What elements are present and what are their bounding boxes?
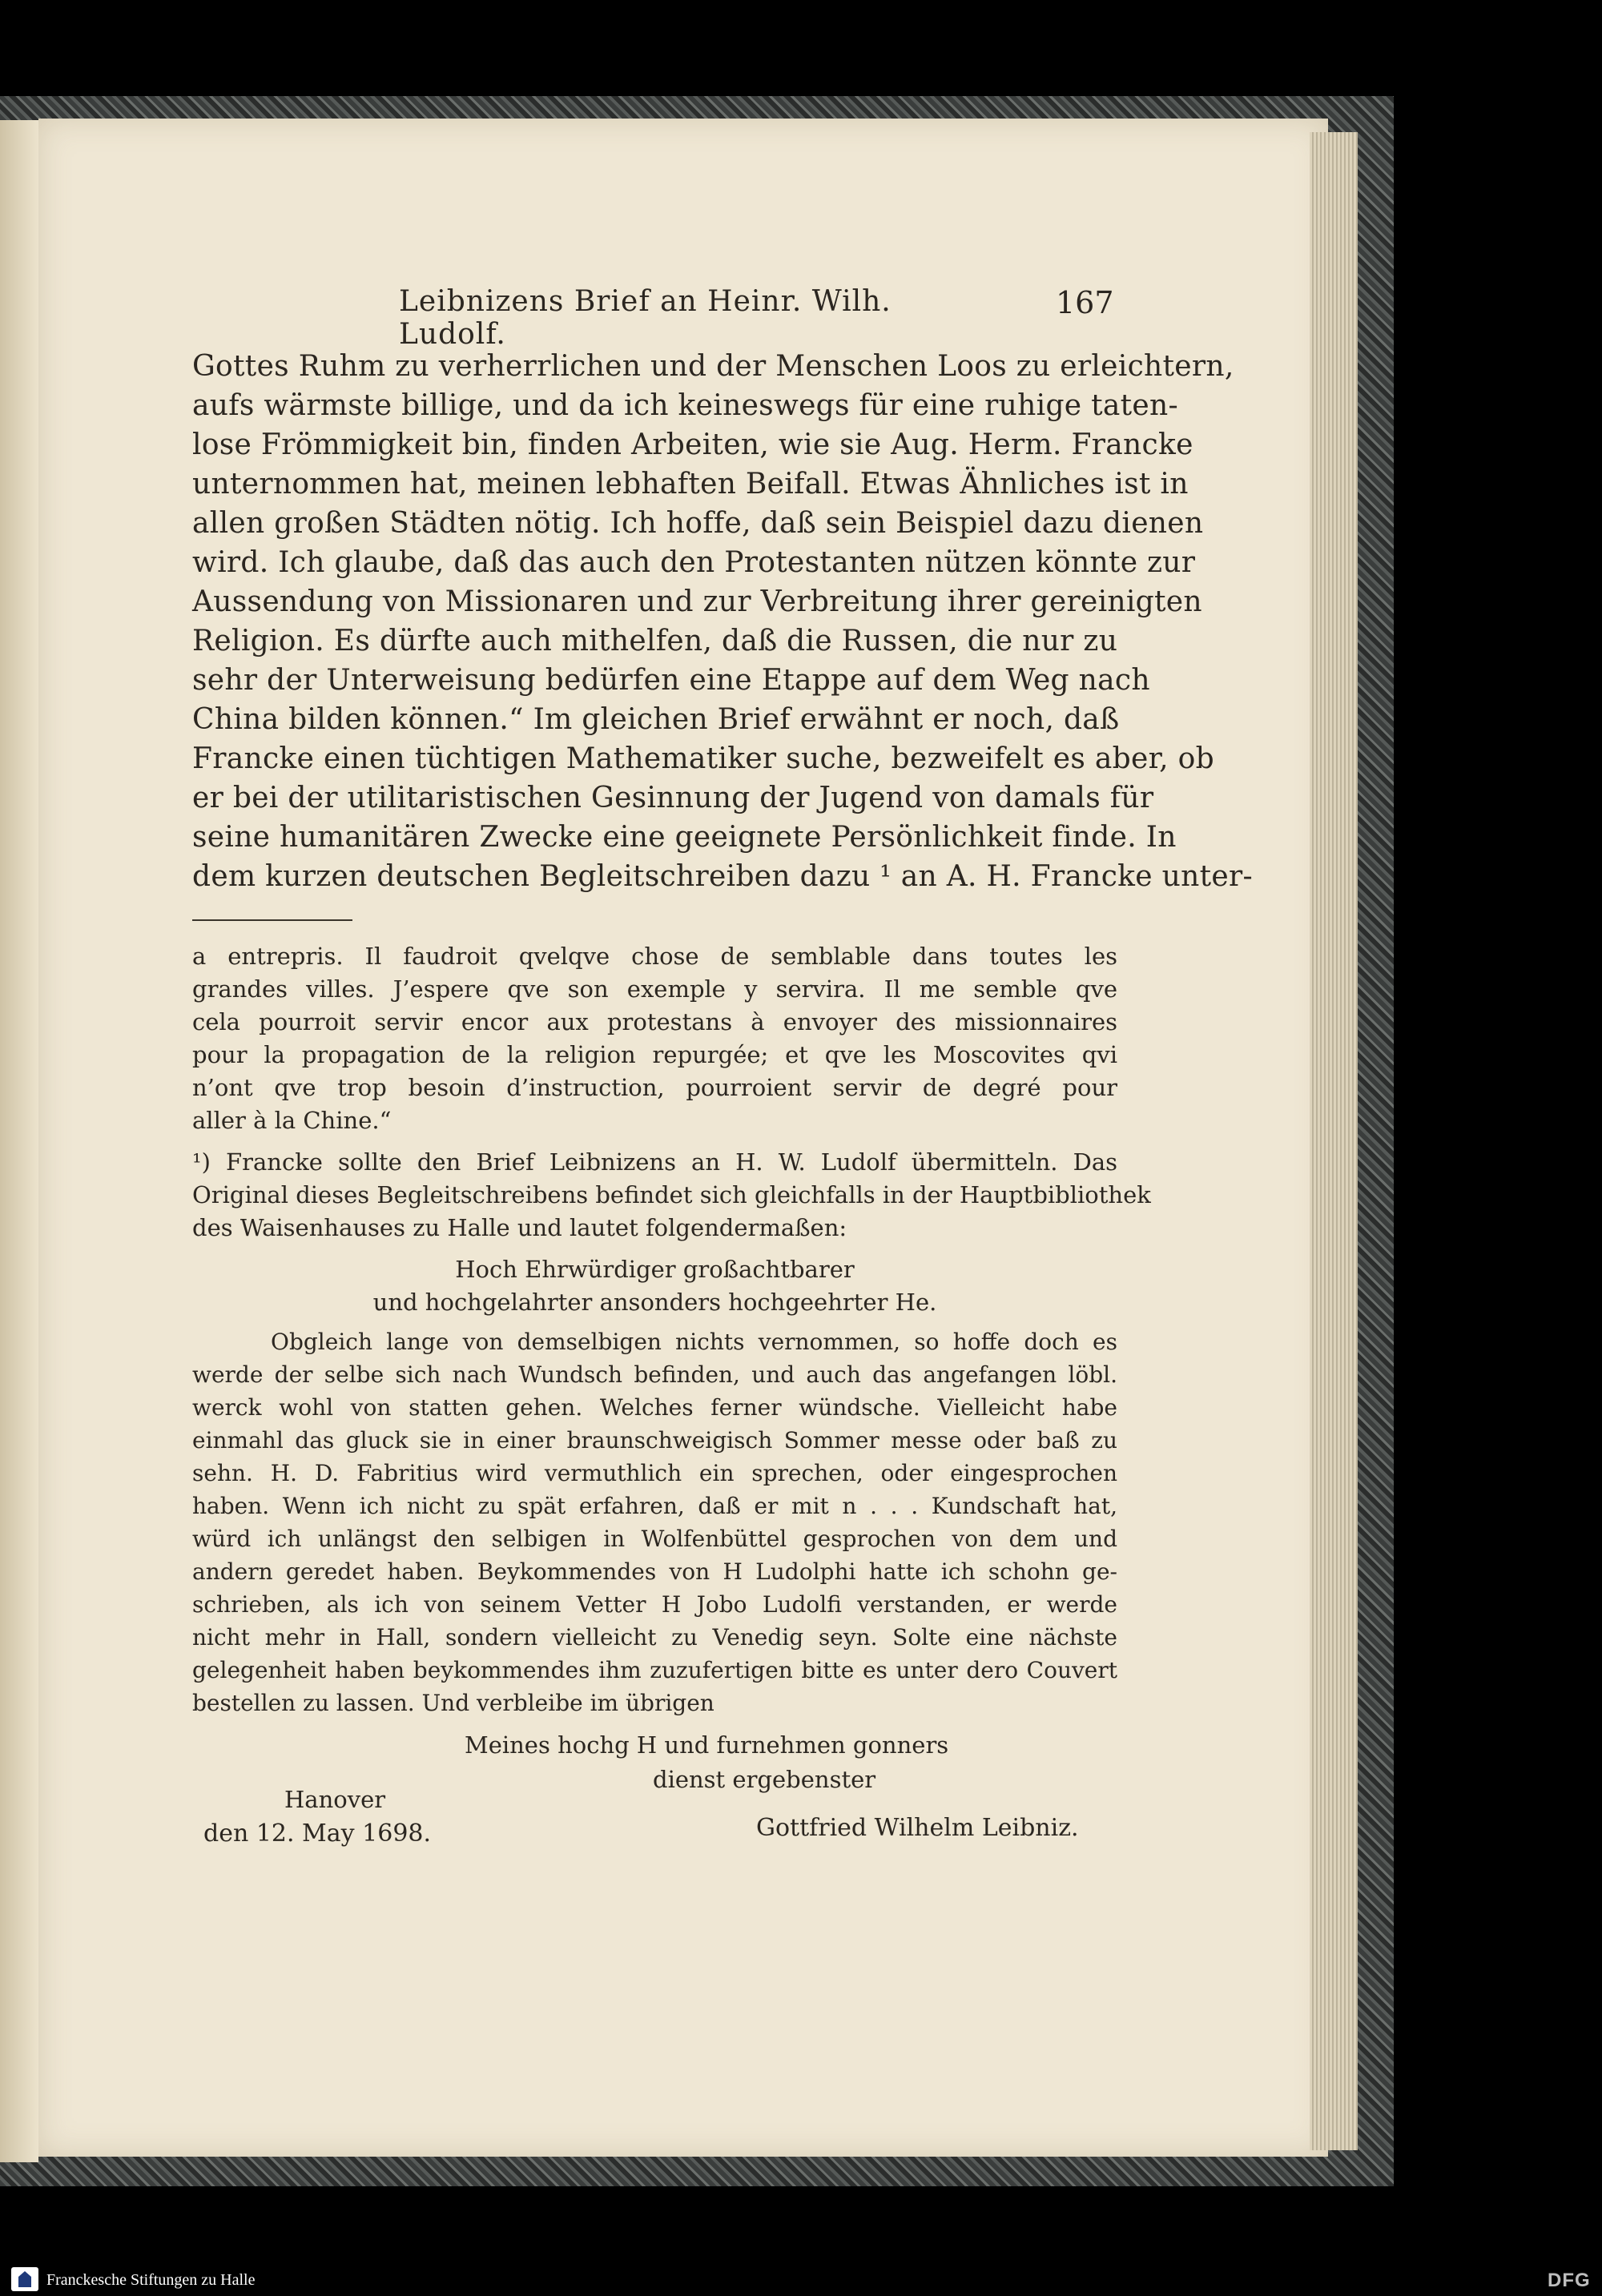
main-text-line: lose Frömmigkeit bin, finden Arbeiten, wie sie Aug. Herm. Francke [192, 428, 1193, 461]
main-text-line: er bei der utilitaristischen Gesinnung der Jugend von damals für [192, 782, 1154, 814]
main-text-line: China bilden können.“ Im gleichen Brief erwähnt er noch, daß [192, 703, 1120, 736]
main-text-line: dem kurzen deutschen Begleitschreiben dazu ¹ an A. H. Francke unter- [192, 860, 1253, 893]
main-text-line: Aussendung von Missionaren und zur Verbreitung ihrer gereinigten [192, 585, 1202, 618]
place-of-writing: Hanover [284, 1786, 386, 1813]
dfg-logo: DFG [1548, 2270, 1591, 2291]
salutation-line: Hoch Ehrwürdiger großachtbarer [455, 1256, 855, 1283]
letter-line: gelegenheit haben beykommendes ihm zuzufertigen bitte es unter dero Couvert [192, 1657, 1117, 1683]
main-text-line: allen großen Städten nötig. Ich hoffe, daß sein Beispiel dazu dienen [192, 507, 1204, 540]
letter-line: einmahl das gluck sie in einer braunschweigisch Sommer messe oder baß zu [192, 1427, 1117, 1454]
footnote-a-line: n’ont qve trop besoin d’instruction, pourroient servir de degré pour [192, 1074, 1117, 1101]
footnote-1-line: des Waisenhauses zu Halle und lautet folgendermaßen: [192, 1214, 847, 1241]
page-edges [1310, 132, 1358, 2150]
letter-line: Obgleich lange von demselbigen nichts vernommen, so hoffe doch es [271, 1329, 1117, 1355]
main-text-line: sehr der Unterweisung bedürfen eine Etappe auf dem Weg nach [192, 664, 1150, 697]
institution-logo-icon [11, 2267, 38, 2291]
main-text-line: unternommen hat, meinen lebhaften Beifall. Etwas Ähnliches ist in [192, 468, 1189, 501]
main-text-line: aufs wärmste billige, und da ich keineswegs für eine ruhige taten- [192, 389, 1178, 422]
left-page-edge [0, 120, 38, 2162]
footnote-rule [192, 919, 352, 921]
letter-line: würd ich unlängst den selbigen in Wolfenbüttel gesprochen von dem und [192, 1526, 1117, 1552]
footnote-a-line: grandes villes. J’espere qve son exemple y servira. Il me semble qve [192, 975, 1117, 1003]
closing-line-1: Meines hochg H und furnehmen gonners [465, 1731, 949, 1759]
letter-date: den 12. May 1698. [203, 1820, 432, 1848]
running-head: Leibnizens Brief an Heinr. Wilh. Ludolf. [399, 285, 892, 351]
footnote-a-line: cela pourroit servir encor aux protestans à envoyer des missionnaires [192, 1008, 1117, 1035]
closing-line-2: dienst ergebenster [653, 1766, 876, 1793]
letter-line: bestellen zu lassen. Und verbleibe im übrigen [192, 1690, 714, 1716]
footnote-a-line: a entrepris. Il faudroit qvelqve chose de semblable dans toutes les [192, 943, 1117, 970]
main-text-line: Gottes Ruhm zu verherrlichen und der Menschen Loos zu erleichtern, [192, 350, 1234, 383]
letter-line: werck wohl von statten gehen. Welches ferner wündsche. Vielleicht habe [192, 1394, 1117, 1421]
institution-name: Franckesche Stiftungen zu Halle [46, 2271, 256, 2289]
main-text-line: seine humanitären Zwecke eine geeignete Persönlichkeit finde. In [192, 821, 1177, 854]
letter-line: sehn. H. D. Fabritius wird vermuthlich ein sprechen, oder eingesprochen [192, 1460, 1117, 1486]
letter-line: schrieben, als ich von seinem Vetter H Jobo Ludolfi verstanden, er werde [192, 1591, 1117, 1618]
letter-line: haben. Wenn ich nicht zu spät erfahren, daß er mit n . . . Kundschaft hat, [192, 1493, 1117, 1519]
footnote-1-line: ¹) Francke sollte den Brief Leibnizens an H. W. Ludolf übermitteln. Das [192, 1148, 1117, 1176]
letter-line: nicht mehr in Hall, sondern vielleicht zu Venedig seyn. Solte eine nächste [192, 1624, 1117, 1651]
footnote-1-line: Original dieses Begleitschreibens befindet sich gleichfalls in der Hauptbibliothek [192, 1181, 1151, 1208]
main-text-line: Francke einen tüchtigen Mathematiker suche, bezweifelt es aber, ob [192, 742, 1214, 775]
letter-line: andern geredet haben. Beykommendes von H Ludolphi hatte ich schohn ge- [192, 1558, 1117, 1585]
signature: Gottfried Wilhelm Leibniz. [756, 1814, 1079, 1842]
page-number: 167 [1056, 285, 1114, 320]
footnote-a-line: pour la propagation de la religion repurgée; et qve les Moscovites qvi [192, 1041, 1117, 1068]
letter-line: werde der selbe sich nach Wundsch befinden, und auch das angefangen löbl. [192, 1361, 1117, 1388]
salutation-line: und hochgelahrter ansonders hochgeehrter He. [372, 1289, 937, 1316]
main-text-line: wird. Ich glaube, daß das auch den Protestanten nützen könnte zur [192, 546, 1196, 579]
footnote-a-line: aller à la Chine.“ [192, 1107, 392, 1134]
main-text-line: Religion. Es dürfte auch mithelfen, daß die Russen, die nur zu [192, 625, 1118, 657]
